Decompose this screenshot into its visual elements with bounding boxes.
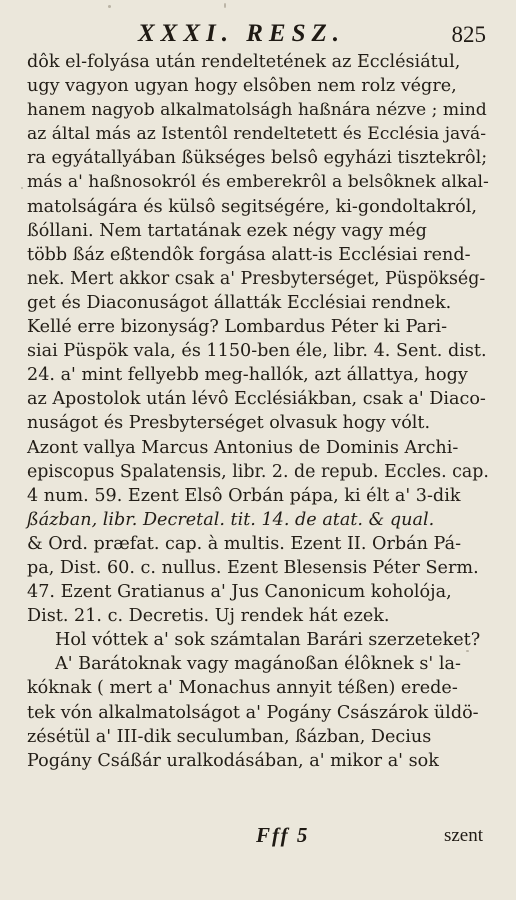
paper-speck [466, 650, 469, 652]
text-line: Kellé erre bizonyság? Lombardus Péter ki Pari- [27, 317, 448, 338]
paper-speck [21, 187, 23, 189]
text-line: Hol vóttek a' sok számtalan Barári szerzeteket? [55, 630, 481, 651]
text-line: siai Püspök vala, és 1150-ben éle, libr. 4. Sent. dist. [27, 341, 487, 362]
paper-speck [224, 3, 226, 8]
text-line: pa, Dist. 60. c. nullus. Ezent Blesensis Péter Serm. [27, 557, 479, 578]
signature-mark: Fff 5 [256, 823, 310, 847]
text-line: más a' haßnosokról és emberekrôl a belsôknek alkal- [27, 172, 489, 193]
page-footer [0, 823, 516, 855]
text-line: zésétül a' III-dik seculumban, ßázban, Decius [27, 726, 432, 747]
running-head: XXXI. RESZ. [138, 20, 346, 47]
text-line: tek vón alkalmatolságot a' Pogány Császárok üldö- [27, 702, 479, 723]
text-line: több ßáz eßtendôk forgása alatt-is Ecclésiai rend- [27, 244, 471, 265]
text-line: Dist. 21. c. Decretis. Uj rendek hát ezek. [27, 606, 390, 627]
text-line: & Ord. præfat. cap. à multis. Ezent II. Orbán Pá- [27, 533, 462, 554]
text-line: Pogány Csáßár uralkodásában, a' mikor a' sok [27, 750, 439, 771]
text-line: get és Diaconuságot állatták Ecclésiai rendnek. [27, 292, 452, 313]
text-line: kóknak ( mert a' Monachus annyit téßen) erede- [27, 678, 458, 699]
text-line: nuságot és Presbyterséget olvasuk hogy vólt. [27, 413, 431, 434]
text-line: ßóllani. Nem tartatának ezek négy vagy még [27, 220, 427, 241]
page-number: 825 [451, 22, 486, 47]
text-line: nek. Mert akkor csak a' Presbyterséget, Püspökség- [27, 268, 486, 289]
text-line: hanem nagyob alkalmatolságh haßnára nézve ; mind [27, 100, 487, 121]
text-line: episcopus Spalatensis, libr. 2. de repub. Eccles. cap. [27, 461, 489, 482]
text-line: matolságára és külsô segitségére, ki-gondoltakról, [27, 196, 477, 217]
text-line: 4 num. 59. Ezent Elsô Orbán pápa, ki élt a' 3-dik [27, 485, 461, 506]
paper-speck [108, 5, 111, 8]
text-line: ra egyátallyában ßükséges belsô egyházi tisztekrôl; [27, 148, 488, 169]
page-header [0, 14, 516, 54]
text-line: A' Barátoknak vagy magánoßan élôknek s' la- [55, 654, 461, 675]
catchword: szent [443, 825, 483, 846]
text-line: ugy vagyon ugyan hogy elsôben nem rolz végre, [27, 76, 457, 97]
text-line: az által más az Istentôl rendeltetett és Ecclésia javá- [27, 124, 487, 145]
text-line: ßázban, libr. Decretal. tit. 14. de atat. & qual. [27, 509, 435, 530]
text-line: 24. a' mint fellyebb meg-hallók, azt állattya, hogy [27, 365, 468, 386]
body-text [27, 50, 490, 773]
text-line: Azont vallya Marcus Antonius de Dominis Archi- [27, 437, 459, 458]
text-line: 47. Ezent Gratianus a' Jus Canonicum koholója, [27, 582, 452, 603]
text-line: az Apostolok után lévô Ecclésiákban, csak a' Diaco- [27, 389, 486, 410]
text-line: dôk el-folyása után rendeltetének az Ecclésiátul, [27, 52, 461, 72]
